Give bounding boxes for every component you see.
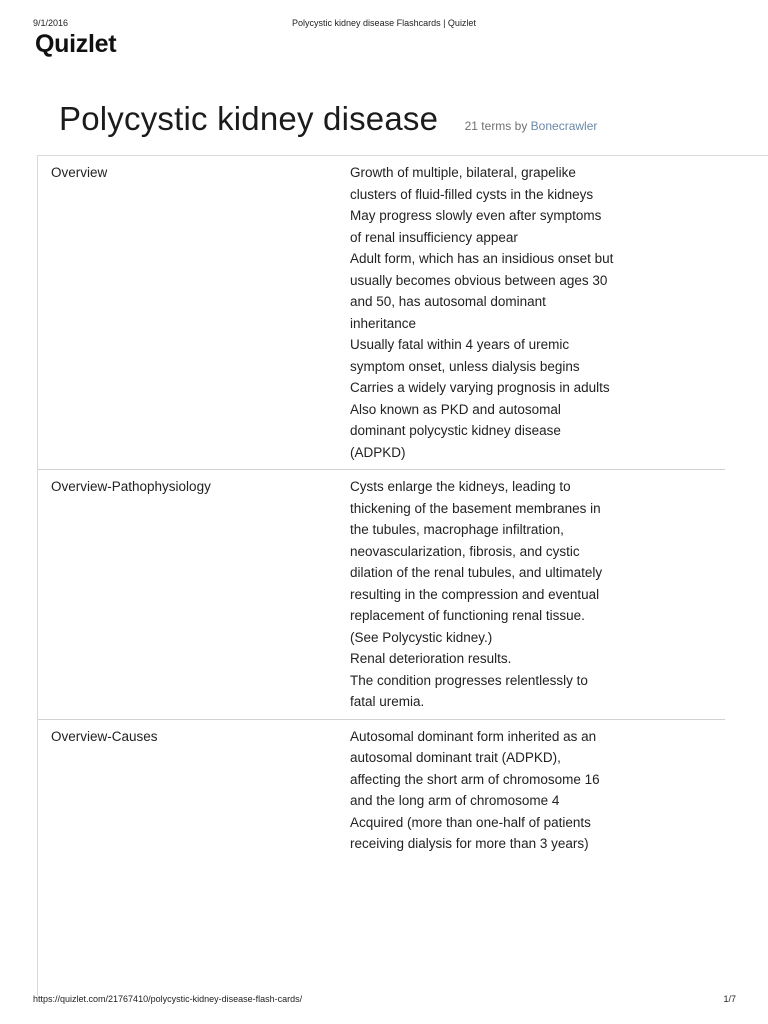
- set-meta: [465, 119, 598, 133]
- page-number: 1/7: [723, 994, 736, 1004]
- definition-line: fatal uremia.: [350, 694, 425, 709]
- set-header: [59, 100, 597, 138]
- definition-line: (See Polycystic kidney.): [350, 629, 493, 645]
- definition-line: dilation of the renal tubules, and ultimately: [350, 565, 603, 580]
- definition-line: Acquired (more than one-half of patients: [350, 814, 591, 830]
- definition-line: Cysts enlarge the kidneys, leading to: [350, 479, 571, 494]
- term-definition: [350, 726, 650, 855]
- definition-line: replacement of functioning renal tissue.: [350, 608, 585, 623]
- print-footer: [0, 994, 768, 1008]
- term-definition: [350, 476, 650, 713]
- term-word: Overview: [51, 165, 108, 180]
- definition-line: neovascularization, fibrosis, and cystic: [350, 543, 580, 559]
- definition-line: the tubules, macrophage infiltration,: [350, 522, 564, 537]
- print-page-title: Polycystic kidney disease Flashcards | Quizlet: [292, 18, 476, 28]
- term-definition: [350, 162, 650, 463]
- definition-line: Also known as PKD and autosomal: [350, 401, 561, 417]
- definition-line: usually becomes obvious between ages 30: [350, 272, 608, 288]
- definition-line: receiving dialysis for more than 3 years): [350, 836, 589, 851]
- definition-line: Renal deterioration results.: [350, 651, 512, 666]
- definition-line: and the long arm of chromosome 4: [350, 793, 560, 808]
- definition-line: resulting in the compression and eventual: [350, 586, 600, 602]
- definition-line: Carries a widely varying prognosis in adults: [350, 380, 610, 395]
- print-url: https://quizlet.com/21767410/polycystic-kidney-disease-flash-cards/: [33, 994, 303, 1004]
- definition-line: Adult form, which has an insidious onset but: [350, 251, 614, 266]
- definition-line: affecting the short arm of chromosome 16: [350, 771, 600, 787]
- author-link[interactable]: Bonecrawler: [530, 119, 598, 133]
- terms-count: 21 terms by: [464, 119, 528, 133]
- definition-line: clusters of fluid-filled cysts in the kidneys: [350, 186, 594, 202]
- term-row: [38, 720, 725, 861]
- definition-line: May progress slowly even after symptoms: [350, 208, 602, 223]
- definition-line: and 50, has autosomal dominant: [350, 294, 546, 309]
- set-title: Polycystic kidney disease: [59, 100, 439, 137]
- terms-list: [37, 155, 768, 996]
- term-word: Overview-Causes: [51, 728, 158, 744]
- definition-line: dominant polycystic kidney disease: [350, 423, 561, 438]
- definition-line: Autosomal dominant form inherited as an: [350, 728, 597, 744]
- definition-line: of renal insufficiency appear: [350, 229, 518, 245]
- definition-line: inheritance: [350, 315, 417, 331]
- term-word: Overview-Pathophysiology: [51, 479, 211, 494]
- print-date: 9/1/2016: [33, 18, 69, 28]
- definition-line: symptom onset, unless dialysis begins: [350, 358, 580, 374]
- term-row: [38, 470, 725, 720]
- definition-line: The condition progresses relentlessly to: [350, 672, 588, 688]
- definition-line: Growth of multiple, bilateral, grapelike: [350, 165, 576, 180]
- definition-line: thickening of the basement membranes in: [350, 500, 601, 516]
- quizlet-logo[interactable]: Quizlet: [35, 30, 117, 58]
- definition-line: autosomal dominant trait (ADPKD),: [350, 750, 561, 765]
- definition-line: Usually fatal within 4 years of uremic: [350, 337, 570, 352]
- term-row: [38, 156, 725, 470]
- definition-line: (ADPKD): [350, 444, 406, 460]
